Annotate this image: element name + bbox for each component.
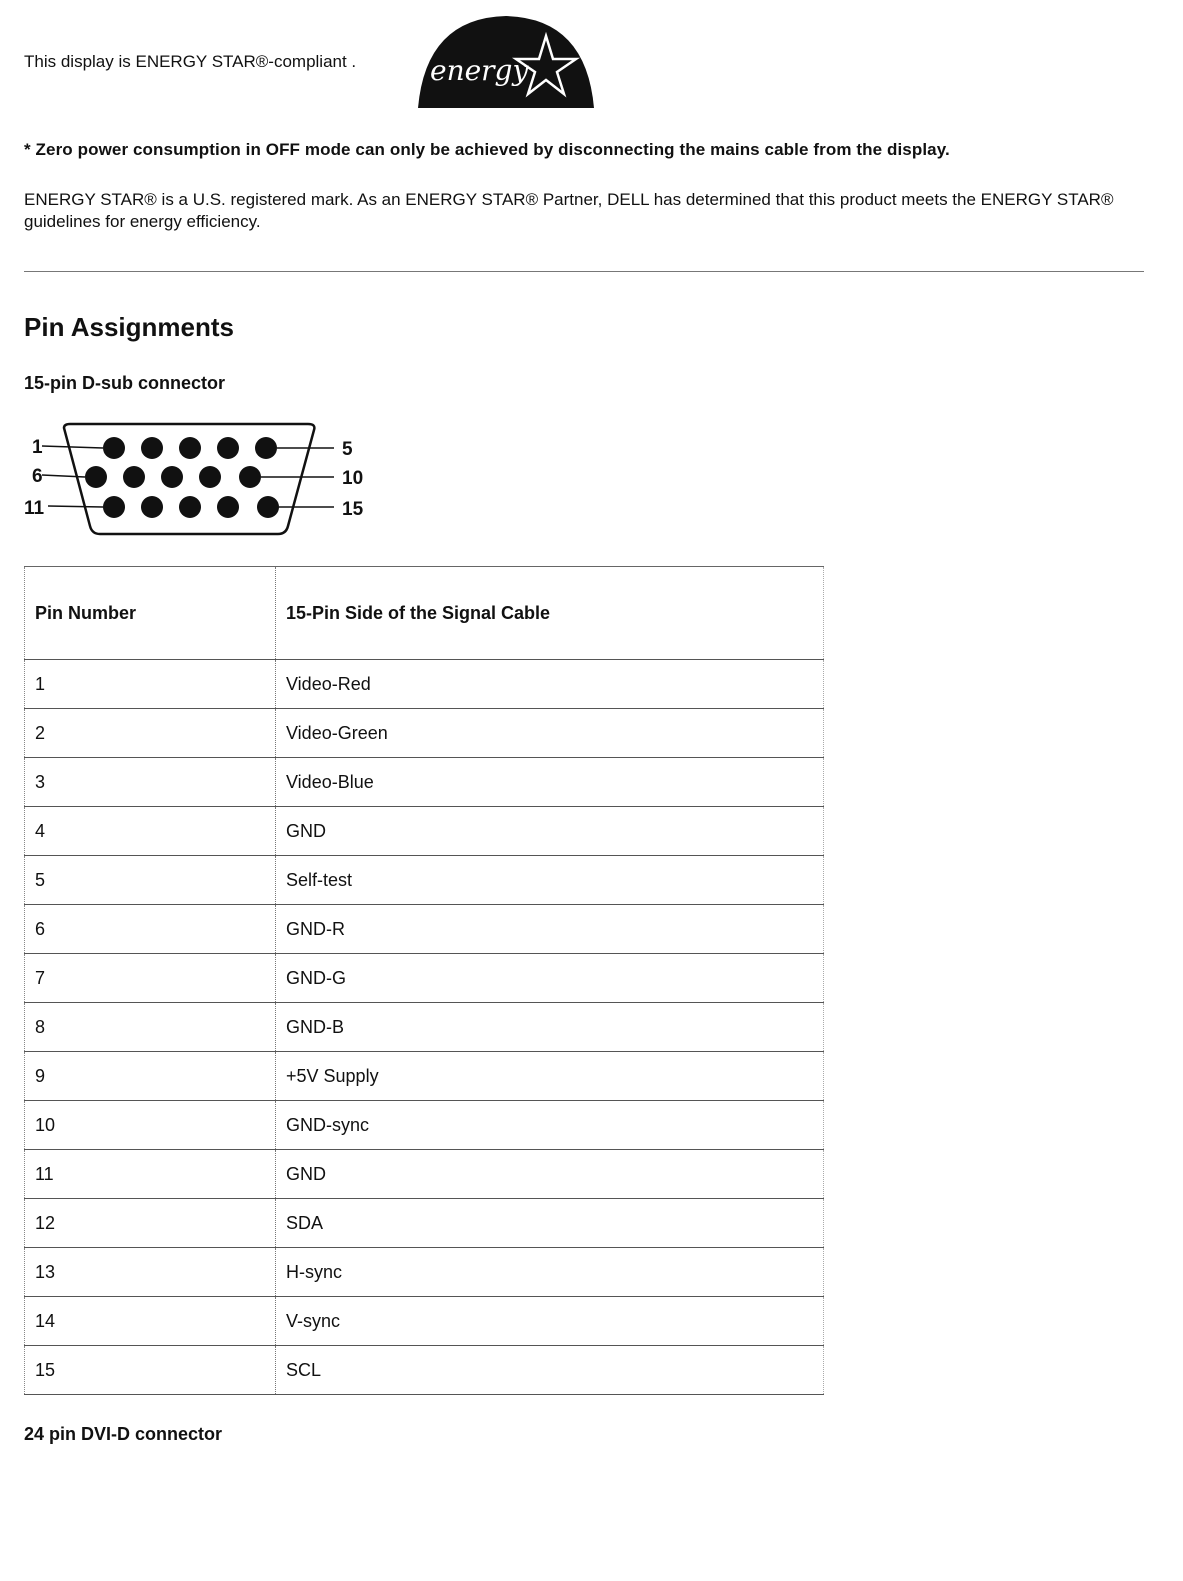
signal-cell: GND-B <box>276 1003 824 1052</box>
pin-12 <box>141 496 163 518</box>
pin-14 <box>217 496 239 518</box>
pin-5 <box>255 437 277 459</box>
energy-star-logo <box>418 14 594 110</box>
table-row <box>25 807 824 856</box>
table-row <box>25 758 824 807</box>
table-row <box>25 1248 824 1297</box>
pin-number-cell: 9 <box>25 1052 276 1101</box>
signal-cell: GND-G <box>276 954 824 1003</box>
pin-15 <box>257 496 279 518</box>
signal-cell: H-sync <box>276 1248 824 1297</box>
header-pin-number: Pin Number <box>25 567 276 660</box>
pin-number-cell: 12 <box>25 1199 276 1248</box>
pin-number-cell: 13 <box>25 1248 276 1297</box>
header-signal-cable: 15-Pin Side of the Signal Cable <box>276 567 824 660</box>
pin-row-top <box>103 437 277 459</box>
signal-cell: Video-Blue <box>276 758 824 807</box>
power-note: * Zero power consumption in OFF mode can only be achieved by disconnecting the mains cable from the display. <box>24 140 950 159</box>
section-divider <box>24 271 1144 272</box>
table-row <box>25 1052 824 1101</box>
signal-cell: GND-sync <box>276 1101 824 1150</box>
pin-number-cell: 4 <box>25 807 276 856</box>
pin-11 <box>103 496 125 518</box>
pin-number-cell: 8 <box>25 1003 276 1052</box>
table-row <box>25 1346 824 1395</box>
pin-3 <box>179 437 201 459</box>
table-row <box>25 1003 824 1052</box>
label-pin-5: 5 <box>342 439 353 460</box>
dsub-connector-diagram <box>24 420 384 542</box>
table-row <box>25 954 824 1003</box>
pin-6 <box>85 466 107 488</box>
pin-8 <box>161 466 183 488</box>
table-row <box>25 709 824 758</box>
pin-number-cell: 1 <box>25 660 276 709</box>
table-row <box>25 856 824 905</box>
trademark-statement: ENERGY STAR® is a U.S. registered mark. As an ENERGY STAR® Partner, DELL has determined that this product meets the ENERGY STAR® guidelines for energy efficiency. <box>24 190 1114 231</box>
pin-number-cell: 10 <box>25 1101 276 1150</box>
label-pin-1: 1 <box>32 437 43 458</box>
pin-13 <box>179 496 201 518</box>
label-pin-11: 11 <box>24 498 45 519</box>
pin-row-middle <box>85 466 261 488</box>
label-pin-15: 15 <box>342 499 364 520</box>
signal-cell: V-sync <box>276 1297 824 1346</box>
logo-script-text: energy <box>430 54 529 87</box>
pin-number-cell: 2 <box>25 709 276 758</box>
dsub-connector-heading: 15-pin D-sub connector <box>24 373 226 393</box>
table-row <box>25 1199 824 1248</box>
pin-number-cell: 5 <box>25 856 276 905</box>
energy-star-intro: This display is ENERGY STAR®-compliant . <box>24 52 357 71</box>
table-row <box>25 1297 824 1346</box>
pin-4 <box>217 437 239 459</box>
pin-number-cell: 7 <box>25 954 276 1003</box>
signal-cell: +5V Supply <box>276 1052 824 1101</box>
pin-number-cell: 15 <box>25 1346 276 1395</box>
pin-1 <box>103 437 125 459</box>
pin-7 <box>123 466 145 488</box>
dvi-connector-heading: 24 pin DVI-D connector <box>24 1424 223 1444</box>
table-header-row <box>25 567 824 660</box>
pin-number-cell: 3 <box>25 758 276 807</box>
pin-assignments-heading: Pin Assignments <box>24 312 234 342</box>
signal-cell: Video-Green <box>276 709 824 758</box>
signal-cell: Video-Red <box>276 660 824 709</box>
signal-cell: GND <box>276 807 824 856</box>
signal-cell: SDA <box>276 1199 824 1248</box>
signal-cell: GND-R <box>276 905 824 954</box>
pin-9 <box>199 466 221 488</box>
table-row <box>25 1150 824 1199</box>
pin-2 <box>141 437 163 459</box>
label-pin-10: 10 <box>342 468 364 489</box>
pin-number-cell: 6 <box>25 905 276 954</box>
signal-cell: Self-test <box>276 856 824 905</box>
pin-row-bottom <box>103 496 279 518</box>
pin-number-cell: 14 <box>25 1297 276 1346</box>
pin-assignment-table <box>24 566 824 1395</box>
table-row <box>25 1101 824 1150</box>
table-row <box>25 905 824 954</box>
pin-number-cell: 11 <box>25 1150 276 1199</box>
signal-cell: SCL <box>276 1346 824 1395</box>
table-row <box>25 660 824 709</box>
label-pin-6: 6 <box>32 466 43 487</box>
signal-cell: GND <box>276 1150 824 1199</box>
pin-10 <box>239 466 261 488</box>
